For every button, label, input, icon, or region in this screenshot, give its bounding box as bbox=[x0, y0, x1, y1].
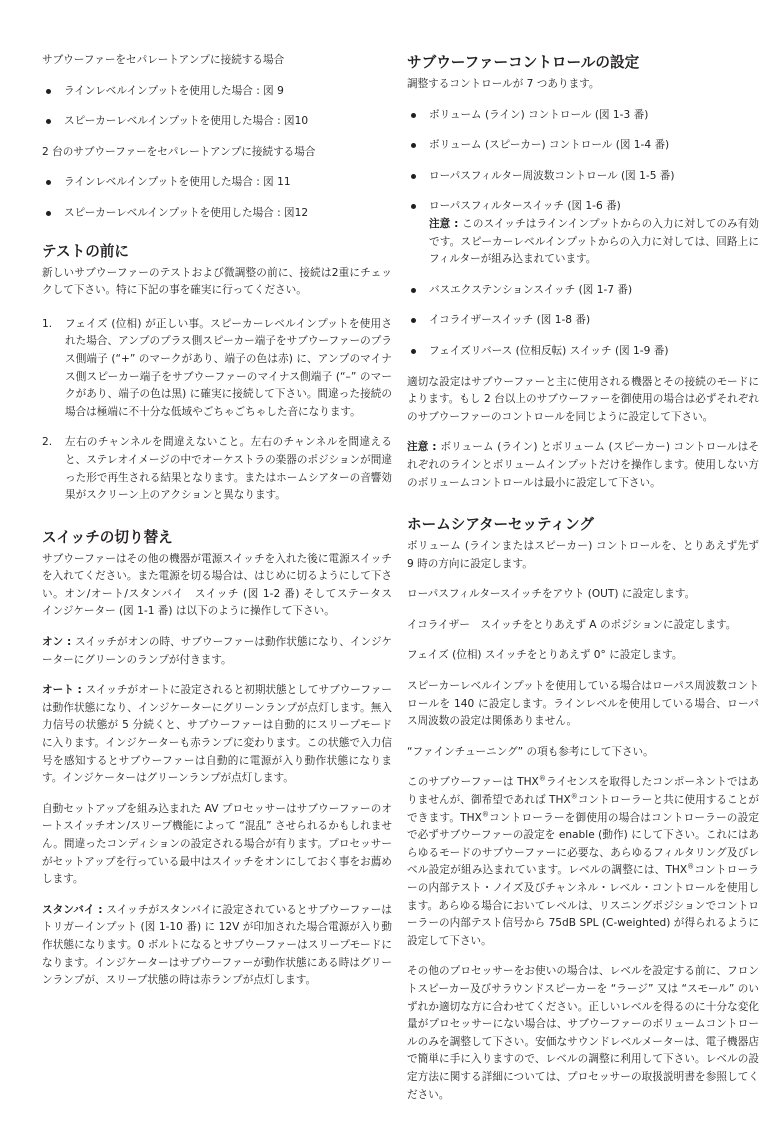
av-processor-paragraph: 自動セットアップを組み込まれた AV プロセッサーはサブウーファーのオートスイッチオン/スリープ機能によって “混乱” させられるかもしれません。間違ったコンディションの設定される場合が有ります。プロセッサーがセットアップを行っている最中はスイッチをオンにしておく事をお薦めします。 bbox=[42, 802, 392, 886]
section-heading-controls: サブウーファーコントロールの設定 bbox=[407, 54, 640, 71]
bullet-icon bbox=[46, 119, 51, 124]
list-item: スピーカーレベルインプットを使用した場合 : 図12 bbox=[42, 205, 392, 223]
intro-separate-amp: サブウーファーをセパレートアンプに接続する場合 bbox=[42, 54, 285, 66]
bullet-icon bbox=[411, 288, 416, 293]
lowpass-note: 注意 : このスイッチはラインインプットからの入力に対してのみ有効です。スピーカーレベルインプットからの入力に対しては、回路上にフィルターが組み込まれています。 bbox=[429, 217, 759, 266]
section-heading-home-theater: ホームシアターセッティング bbox=[407, 516, 594, 534]
volume-note-paragraph: 注意 : ボリューム (ライン) とボリューム (スピーカー) コントロールはそれぞれのラインとボリュームインプットだけを操作します。使用しない方のボリュームコントロールは最小に設定して下さい。 bbox=[407, 441, 759, 489]
home-paragraph: ローパスフィルタースイッチをアウト (OUT) に設定します。 bbox=[407, 588, 696, 601]
bullet-icon bbox=[411, 113, 416, 118]
bullet-icon bbox=[411, 318, 416, 323]
switch-on-paragraph: オン : スイッチがオンの時、サブウーファーは動作状態になり、インジケーターにグリーンのランプが付きます。 bbox=[42, 636, 392, 666]
controls-paragraph: 適切な設定はサブウーファーと主に使用される機器とその接続のモードによります。もし 2 台以上のサブウーファーを御使用の場合は必ずそれぞれのサブウーファーのコントロールを同じように設定して下さい。 bbox=[407, 375, 759, 423]
list-item: フェイズリバース (位相反転) スイッチ (図 1-9 番) bbox=[407, 343, 759, 361]
other-processor-paragraph: その他のプロセッサーをお使いの場合は、レベルを設定する前に、フロントスピーカー及びサラウンドスピーカーを “ラージ” 又は “スモール” のいずれか適切な方に合わせてください。正しいレベルを得るのに十分な変化量がプロセッサーにない場合は、サブウーファーのボリュームコントロールのみを調整して下さい。安価なサウンドレベルメーターは、電子機器店で簡単に手に入りますので、レベルの調整に利用して下さい。レベルの設定方法に関する詳細については、プロセッサーの取扱説明書を参照してください。 bbox=[407, 965, 759, 1101]
switch-paragraph: サブウーファーはその他の機器が電源スイッチを入れた後に電源スイッチを入れてください。また電源を切る場合は、はじめに切るようにして下さい。オン/オート/スタンバイ スイッチ (図 1-2 番) そしてステータス インジケーター (図 1-1 番) は以下のように操作して下さい。 bbox=[42, 552, 403, 618]
list-item: ローパスフィルタースイッチ (図 1-6 番) 注意 : このスイッチはラインインプットからの入力に対してのみ有効です。スピーカーレベルインプットからの入力に対しては、回路上にフィルターが組み込まれています。 bbox=[407, 198, 759, 268]
list-item: ローパスフィルター周波数コントロール (図 1-5 番) bbox=[407, 168, 759, 186]
list-item: ラインレベルインプットを使用した場合 : 図 11 bbox=[42, 174, 392, 192]
intro-two-subwoofers: 2 台のサブウーファーをセパレートアンプに接続する場合 bbox=[42, 145, 316, 158]
right-column bbox=[407, 52, 759, 1117]
bullet-icon bbox=[46, 89, 51, 94]
home-paragraph: ボリューム (ラインまたはスピーカー) コントロールを、とりあえず先ず 9 時の方向に設定します。 bbox=[407, 540, 759, 570]
bullet-icon bbox=[411, 174, 416, 179]
home-paragraph: スピーカーレベルインプットを使用している場合はローパス周波数コントロールを 140 に設定します。ラインレベルを使用している場合、ローパス周波数の設定は関係ありません。 bbox=[407, 680, 759, 728]
before-test-paragraph: 新しいサブウーファーのテストおよび微調整の前に、接続は2重にチェックして下さい。特に下記の事を確実に行ってください。 bbox=[42, 266, 392, 297]
list-item: イコライザースイッチ (図 1-8 番) bbox=[407, 312, 759, 330]
section-heading-before-test: テストの前に bbox=[42, 242, 129, 260]
home-paragraph: “ファインチューニング” の項も参考にして下さい。 bbox=[407, 745, 654, 758]
home-paragraph: フェイズ (位相) スイッチをとりあえず 0° に設定します。 bbox=[407, 649, 683, 662]
left-column bbox=[42, 52, 403, 1003]
switch-auto-paragraph: オート : スイッチがオートに設定されると初期状態としてサブウーファーは動作状態になり、インジケーターにグリーンランプが点灯します。無入力信号の状態が 5 分続くと、サブウーファーは自動的にスリープモードに入ります。インジケーターも赤ランプに変わります。この状態で入力信号を感知するとサブウーファーは自動的に電源が入り動作状態になります。インジケーターはグリーンランプが点灯します。 bbox=[42, 684, 392, 785]
list-item: ボリューム (ライン) コントロール (図 1-3 番) bbox=[407, 107, 759, 125]
bullet-icon bbox=[46, 180, 51, 185]
thx-paragraph: このサブウーファーは THX®ライセンスを取得したコンポーネントではありませんが、御希望であれば THX®コントローラーと共に使用することができます。THX®コントローラーを御使用の場合はコントローラーの設定で必ずサブウーファーの設定を enable (動作) にして下さい。これにはあらゆるモードのサブウーファーに必要な、あらゆるフィルタリング及びレベル設定が組み込まれています。レベルの調整には、THX®コントローラーの内部テスト・ノイズ及びチャンネル・レベル・コントロールを使用します。あらゆる場合においてレベルは、リスニングポジションでコントローラーの内部テスト信号から 75dB SPL (C-weighted) が得られるように設定して下さい。 bbox=[407, 774, 760, 947]
bullet-icon bbox=[411, 204, 416, 209]
list-item: ラインレベルインプットを使用した場合 : 図 9 bbox=[42, 83, 392, 101]
list-item: スピーカーレベルインプットを使用した場合 : 図10 bbox=[42, 113, 392, 131]
controls-intro: 調整するコントロールが 7 つあります。 bbox=[407, 78, 600, 90]
section-heading-switch: スイッチの切り替え bbox=[42, 528, 173, 546]
switch-standby-paragraph: スタンバイ : スイッチがスタンバイに設定されているとサブウーファーはトリガーインプット (図 1-10 番) に 12V が印加された場合電源が入り動作状態になります。0 ボルトになるとサブウーファーはスリープモードになります。インジケーターはサブウーファーが動作状態にある時はグリーンランプが、スリープ状態の時は赤ランプが点灯します。 bbox=[42, 903, 393, 987]
numbered-item: 1. フェイズ (位相) が正しい事。スピーカーレベルインプットを使用された場合、アンプのプラス側スピーカー端子をサブウーファーのプラス側端子 (“+” のマークがあり、端子の色は赤) に、アンプのマイナス側スピーカー端子をサブウーファーのマイナス側端子 (“–” のマークがあり、端子の色は黒) に確実に接続して下さい。間違った接続の場合は極端に不十分な低域やごちゃごちゃした音になります。 bbox=[42, 317, 392, 418]
bullet-icon bbox=[46, 211, 51, 216]
bullet-icon bbox=[411, 349, 416, 354]
numbered-item: 2. 左右のチャンネルを間違えないこと。左右のチャンネルを間違えると、ステレオイメージの中でオーケストラの楽器のポジションが間違った形で再生される結果となります。またはホームシアターの音響効果がスクリーン上のアクションと異なります。 bbox=[42, 436, 392, 502]
list-item: ボリューム (スピーカー) コントロール (図 1-4 番) bbox=[407, 137, 759, 155]
list-item: バスエクステンションスイッチ (図 1-7 番) bbox=[407, 282, 759, 300]
bullet-icon bbox=[411, 143, 416, 148]
home-paragraph: イコライザー スイッチをとりあえず A のポジションに設定します。 bbox=[407, 618, 737, 631]
